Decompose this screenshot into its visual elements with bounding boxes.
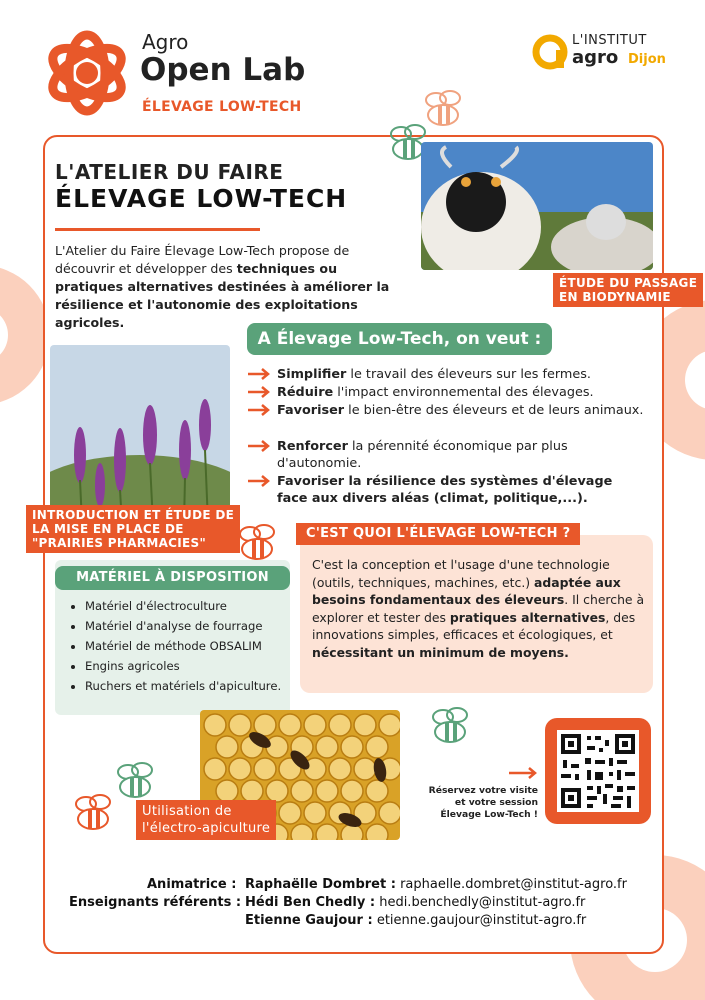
flower-photo xyxy=(50,345,230,523)
arrow-right-icon xyxy=(508,767,538,779)
arrow-right-icon xyxy=(247,386,271,398)
institut-top: L'INSTITUT xyxy=(572,33,647,48)
header-subtitle: ÉLEVAGE LOW-TECH xyxy=(142,99,302,115)
arrow-right-icon xyxy=(247,440,271,452)
list-item: • Matériel d'électroculture xyxy=(85,596,305,616)
cow-caption: ÉTUDE DU PASSAGE EN BIODYNAMIE xyxy=(553,273,703,307)
title-line1: L'ATELIER DU FAIRE xyxy=(55,160,284,184)
contact-row: Raphaëlle Dombret : raphaelle.dombret@institut-agro.fr xyxy=(245,877,627,892)
bee-icon xyxy=(68,792,118,837)
institut-agro-logo-icon xyxy=(530,32,570,72)
bee-icon xyxy=(425,705,475,750)
arrow-right-icon xyxy=(247,404,271,416)
list-item: • Engins agricoles xyxy=(85,656,305,676)
list-item: • Matériel d'analyse de fourrage xyxy=(85,616,305,636)
brand-small: Agro xyxy=(142,30,189,54)
arrow-right-icon xyxy=(247,368,271,380)
intro-text: L'Atelier du Faire Élevage Low-Tech propose de découvrir et développer des techniques ou pratiques alternatives destinées à améliorer la résilience et l'autonomie des exploitations agricoles. xyxy=(55,243,390,330)
arrow-right-icon xyxy=(247,475,271,487)
brand-big: Open Lab xyxy=(140,52,306,88)
institut-agro: agro xyxy=(572,47,619,68)
enseignants-label: Enseignants référents : xyxy=(69,895,242,910)
email-link[interactable]: etienne.gaujour@institut-agro.fr xyxy=(372,913,587,928)
title-line2: ÉLEVAGE LOW-TECH xyxy=(55,184,348,213)
title-underline xyxy=(55,228,260,231)
flower-caption: INTRODUCTION ET ÉTUDE DE LA MISE EN PLACE DE "PRAIRIES PHARMACIES" xyxy=(26,505,240,553)
qr-code[interactable] xyxy=(545,718,651,824)
quoi-title: C'EST QUOI L'ÉLEVAGE LOW-TECH ? xyxy=(296,523,580,545)
email-link[interactable]: hedi.benchedly@institut-agro.fr xyxy=(375,895,586,910)
reserve-text: Réservez votre visite et votre session Élevage Low-Tech ! xyxy=(428,785,538,820)
bee-caption: Utilisation de l'électro-apiculture xyxy=(136,800,276,840)
materiel-title: MATÉRIEL À DISPOSITION xyxy=(55,566,290,590)
goals-title: A Élevage Low-Tech, on veut : xyxy=(247,323,552,355)
agro-open-lab-logo-icon xyxy=(42,28,132,118)
animatrice-label: Animatrice : xyxy=(147,877,237,892)
quoi-text: C'est la conception et l'usage d'une technologie (outils, techniques, machines, etc.) adaptée aux besoins fondamentaux des éleveurs. Il cherche à explorer et tester des pratiques alternatives, des innovations simples, efficaces et écologiques, et nécessitant un minimum de moyens. xyxy=(312,557,645,660)
cow-photo xyxy=(421,142,653,270)
contact-row: Hédi Ben Chedly : hedi.benchedly@institut-agro.fr xyxy=(245,895,586,910)
contact-row: Etienne Gaujour : etienne.gaujour@institut-agro.fr xyxy=(245,913,587,928)
materiel-list xyxy=(55,596,305,696)
materiel-box xyxy=(55,560,290,715)
list-item: • Matériel de méthode OBSALIM xyxy=(85,636,305,656)
email-link[interactable]: raphaelle.dombret@institut-agro.fr xyxy=(395,877,627,892)
institut-city: Dijon xyxy=(628,52,666,67)
list-item: • Ruchers et matériels d'apiculture. xyxy=(85,676,305,696)
